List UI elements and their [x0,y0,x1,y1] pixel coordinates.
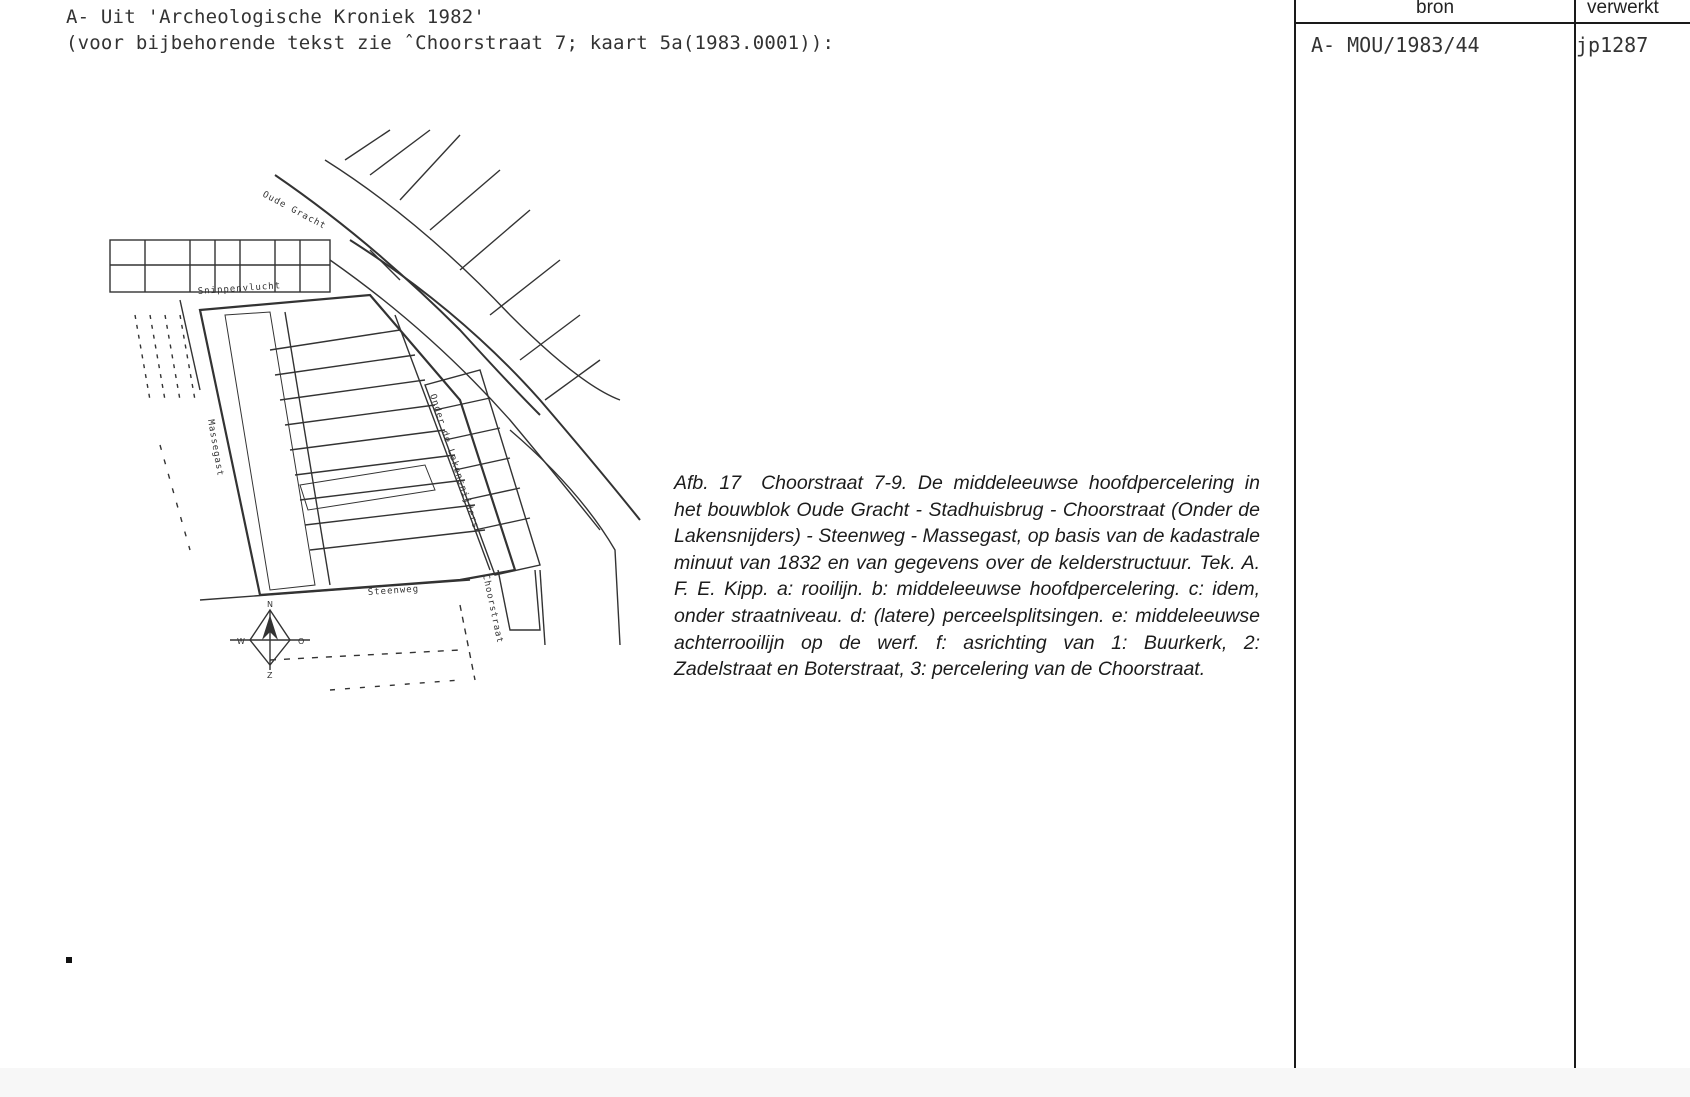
verwerkt-column-divider [1574,0,1576,1068]
bron-header: bron [1416,0,1455,18]
label-oude-gracht: Oude Gracht [260,189,328,232]
column-header-rule [1294,22,1690,24]
caption-text: Choorstraat 7-9. De middeleeuwse hoofdpercelering in het bouwblok Oude Gracht - Stadhuisbrug - Choorstraat (Onder de Lakensnijders) - Steenweg - Massegast, op basis van de kadastrale minuut van 1832 en van gegevens over de kelderstructuur. Tek. A. F. E. Kipp. a: rooilijn. b: middeleeuwse hoofdpercelering. c: idem, onder straatniveau. d: (latere) perceelsplitsingen. e: middeleeuwse achterrooilijn op de werf. f: asrichting van 1: Buurkerk, 2: Zadelstraat en Boterstraat, 3: percelering van de Choorstraat. [674,472,1260,681]
header-line-2: (voor bijbehorende tekst zie ˆChoorstraat 7; kaart 5a(1983.0001)): [66,32,835,54]
bron-value: A- MOU/1983/44 [1311,33,1480,57]
compass-w: W [237,637,245,646]
figure-caption [674,470,1260,683]
verwerkt-value: jp1287 [1576,33,1649,57]
compass-n: N [267,600,273,609]
label-steenweg: Steenweg [367,584,420,598]
label-choorstraat: Choorstraat [480,573,505,645]
header-line-1: A- Uit 'Archeologische Kroniek 1982' [66,6,486,28]
compass-o: O [298,637,305,646]
verwerkt-header: verwerkt [1587,0,1659,18]
page-edge [0,1068,1690,1097]
bullet-mark [66,957,72,963]
label-massegast: Massegast [205,418,225,478]
label-snippenvlucht: Snippenvlucht [197,281,282,297]
label-lakensnijders: Onder de Lakensnijders [427,392,481,531]
cadastral-map [40,100,680,820]
caption-label: Afb. 17 [674,472,742,494]
compass-z: Z [267,671,273,680]
bron-column-divider [1294,0,1296,1068]
